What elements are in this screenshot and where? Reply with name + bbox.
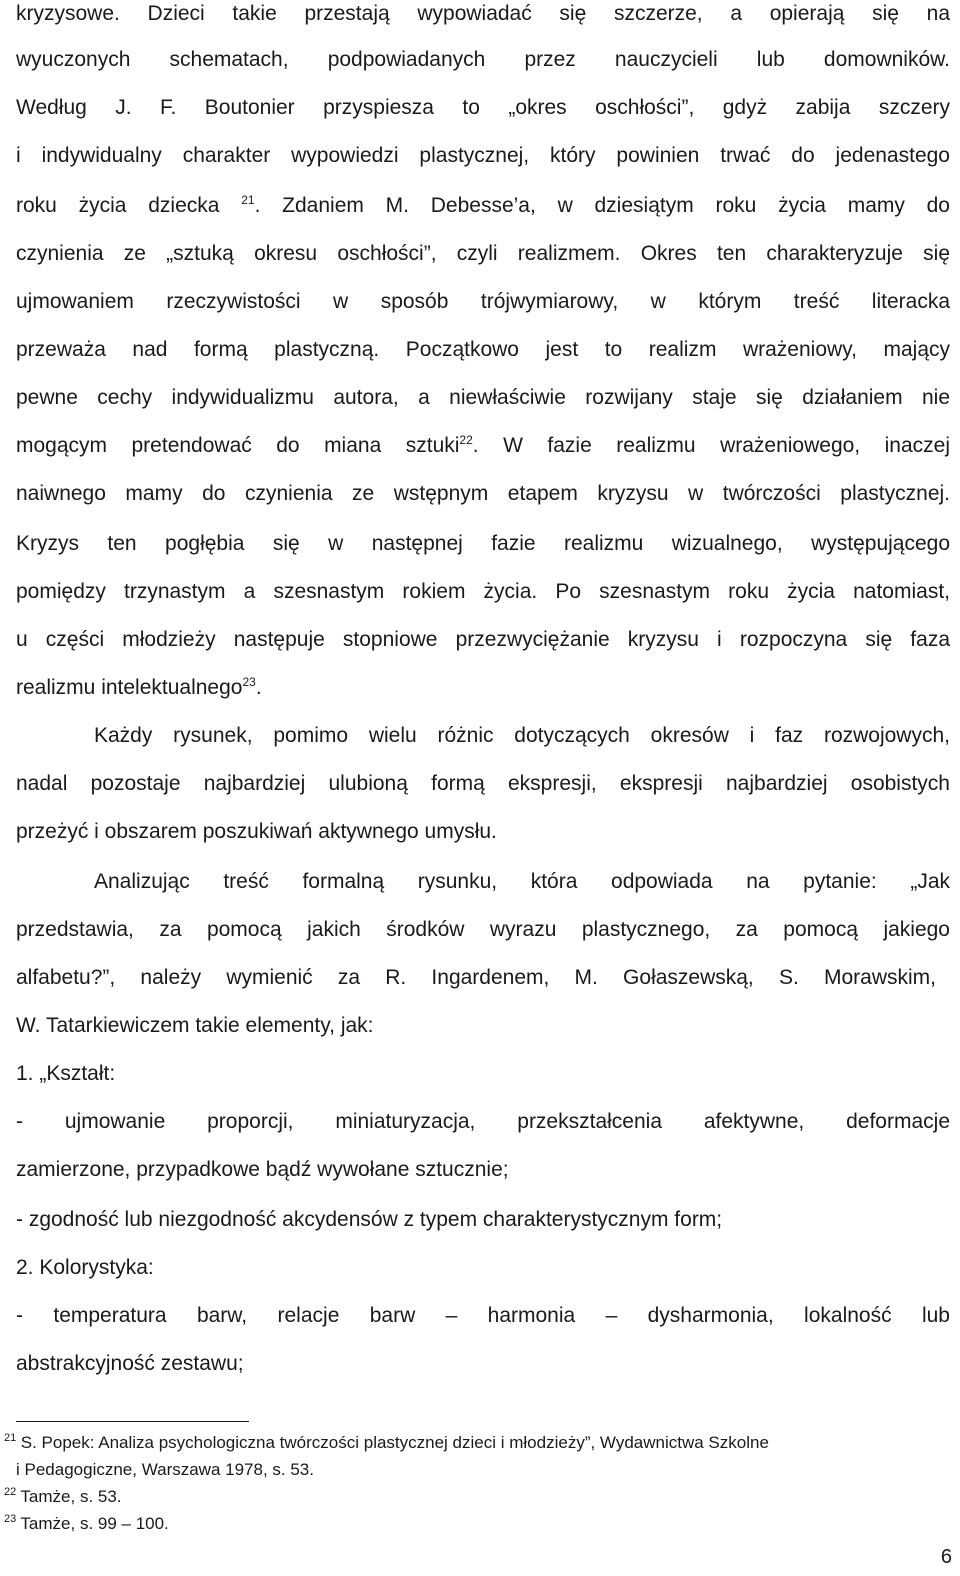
list-item-cont: abstrakcyjność zestawu; [16, 1352, 244, 1375]
list-item: - temperatura barw, relacje barw – harmonia – dysharmonia, lokalność lub [16, 1304, 950, 1327]
body-line: W. Tatarkiewiczem takie elementy, jak: [16, 1014, 374, 1037]
footnote-separator [16, 1421, 249, 1422]
body-line: u części młodzieży następuje stopniowe przezwyciężanie kryzysu i rozpoczyna się faza [16, 628, 950, 651]
list-heading: 2. Kolorystyka: [16, 1256, 154, 1279]
body-line: przeważa nad formą plastyczną. Początkowo jest to realizm wrażeniowy, mający [16, 338, 950, 361]
list-item-cont: zamierzone, przypadkowe bądź wywołane sztucznie; [16, 1158, 509, 1181]
body-line: i indywidualny charakter wypowiedzi plastycznej, który powinien trwać do jedenastego [16, 144, 950, 167]
body-text: . Zdaniem M. Debesse’a, w dziesiątym roku życia mamy do [254, 194, 950, 217]
body-text: realizmu intelektualnego [16, 676, 243, 699]
footnote-ref: 23 [242, 675, 256, 689]
body-text: . [255, 676, 262, 699]
body-line: naiwnego mamy do czynienia ze wstępnym etapem kryzysu w twórczości plastycznej. [16, 482, 950, 505]
body-line: nadal pozostaje najbardziej ulubioną formą ekspresji, ekspresji najbardziej osobistych [16, 772, 950, 795]
footnote-ref: 22 [459, 433, 473, 447]
body-line: Kryzys ten pogłębia się w następnej fazie realizmu wizualnego, występującego [16, 532, 950, 555]
footnote-21-cont: i Pedagogiczne, Warszawa 1978, s. 53. [16, 1460, 314, 1479]
list-item: - zgodność lub niezgodność akcydensów z typem charakterystycznym form; [16, 1208, 723, 1231]
footnote-text: S. Popek: Analiza psychologiczna twórczości plastycznej dzieci i młodzieży”, Wydawnictwa Szkolne [20, 1433, 769, 1452]
body-line: Analizując treść formalną rysunku, która odpowiada na pytanie: „Jak [94, 870, 950, 893]
body-line: ujmowaniem rzeczywistości w sposób trójwymiarowy, w którym treść literacka [16, 290, 950, 313]
page-number: 6 [940, 1546, 952, 1568]
body-line: czynienia ze „sztuką okresu oschłości”, czyli realizmem. Okres ten charakteryzuje się [16, 242, 950, 265]
list-heading: 1. „Kształt: [16, 1062, 116, 1085]
body-text: mogącym pretendować do miana sztuki [16, 434, 460, 457]
body-line: alfabetu?”, należy wymienić za R. Ingardenem, M. Gołaszewską, S. Morawskim, [16, 966, 936, 989]
body-line: przedstawia, za pomocą jakich środków wyrazu plastycznego, za pomocą jakiego [16, 918, 950, 941]
body-line: Według J. F. Boutonier przyspiesza to „okres oschłości”, gdyż zabija szczery [16, 96, 950, 119]
footnote-21: 21 S. Popek: Analiza psychologiczna twórczości plastycznej dzieci i młodzieży”, Wydawnictwa Szkolne [4, 1432, 769, 1452]
body-line: wyuczonych schematach, podpowiadanych przez nauczycieli lub domowników. [16, 48, 950, 71]
body-line: kryzysowe. Dzieci takie przestają wypowiadać się szczerze, a opierają się na [16, 2, 950, 25]
body-text: . W fazie realizmu wrażeniowego, inaczej [472, 434, 950, 457]
body-line-with-ref [16, 674, 950, 702]
body-line-with-ref [16, 192, 950, 220]
footnote-22: 22 Tamże, s. 53. [4, 1486, 122, 1506]
body-line: pomiędzy trzynastym a szesnastym rokiem życia. Po szesnastym roku życia natomiast, [16, 580, 950, 603]
body-line: Każdy rysunek, pomimo wielu różnic dotyczących okresów i faz rozwojowych, [94, 724, 950, 747]
footnote-23: 23 Tamże, s. 99 – 100. [4, 1513, 169, 1533]
footnote-ref: 21 [241, 193, 255, 207]
body-line: pewne cechy indywidualizmu autora, a niewłaściwie rozwijany staje się działaniem nie [16, 386, 950, 409]
body-line-with-ref [16, 432, 950, 460]
list-item: - ujmowanie proporcji, miniaturyzacja, przekształcenia afektywne, deformacje [16, 1110, 950, 1133]
body-line: przeżyć i obszarem poszukiwań aktywnego umysłu. [16, 820, 497, 843]
footnote-text: Tamże, s. 53. [20, 1487, 122, 1506]
body-text: roku życia dziecka [16, 194, 220, 217]
footnote-text: Tamże, s. 99 – 100. [20, 1514, 169, 1533]
